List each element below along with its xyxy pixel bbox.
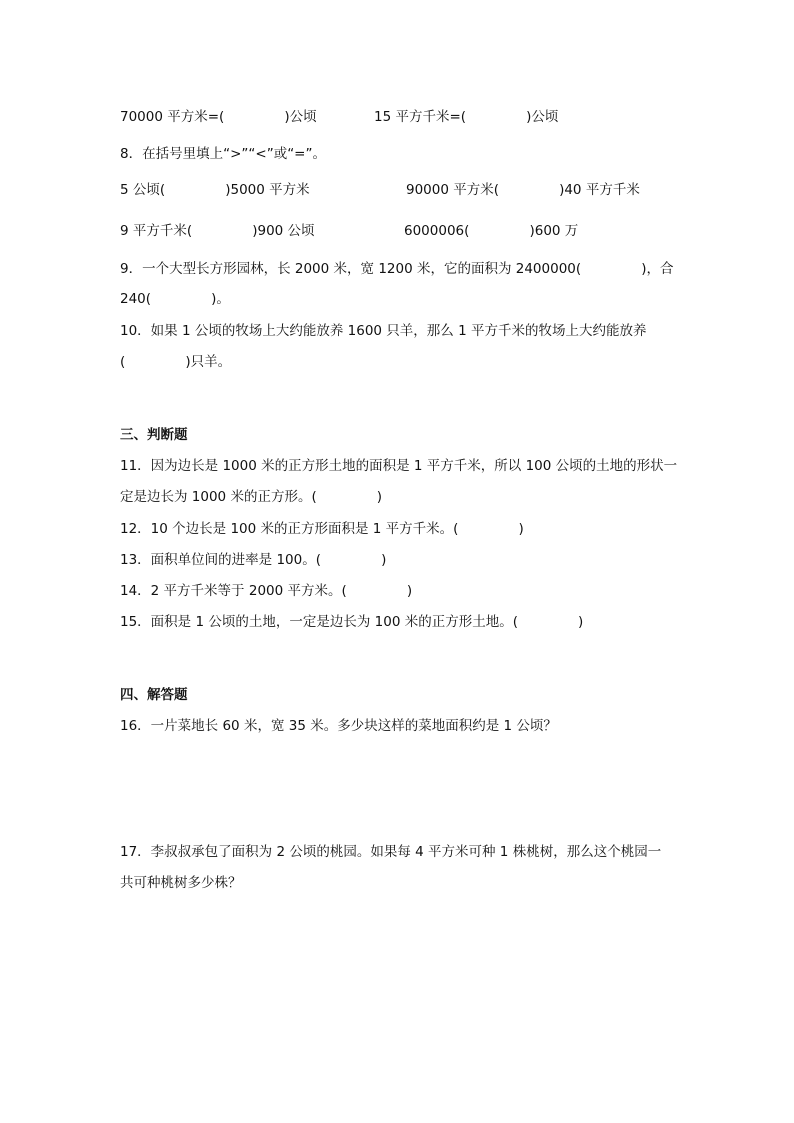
question-8-row1-left: 5 公顷( )5000 平方米 (120, 182, 310, 198)
question-12: 12．10 个边长是 100 米的正方形面积是 1 平方千米。( ) (120, 521, 524, 537)
question-17-line1: 17．李叔叔承包了面积为 2 公顷的桃园。如果每 4 平方米可种 1 株桃树，那么这个桃园一 (120, 844, 662, 860)
question-9-line1: 9．一个大型长方形园林，长 2000 米，宽 1200 米，它的面积为 2400000( )，合 (120, 261, 674, 277)
fill-row-1-right: 15 平方千米=( )公顷 (374, 109, 559, 125)
question-14: 14．2 平方千米等于 2000 平方米。( ) (120, 583, 413, 599)
question-10-line2: ( )只羊。 (120, 354, 232, 370)
question-11-line2: 定是边长为 1000 米的正方形。( ) (120, 489, 383, 505)
question-8-row2-left: 9 平方千米( )900 公顷 (120, 223, 315, 239)
section-4-title: 四、解答题 (120, 687, 188, 703)
question-8-prompt: 8．在括号里填上“>”“<”或“=”。 (120, 146, 326, 162)
question-8-row1-right: 90000 平方米( )40 平方千米 (406, 182, 640, 198)
question-15: 15．面积是 1 公顷的土地，一定是边长为 100 米的正方形土地。( ) (120, 614, 584, 630)
question-10-line1: 10．如果 1 公顷的牧场上大约能放养 1600 只羊，那么 1 平方千米的牧场上大约能放养 (120, 323, 647, 339)
question-9-line2: 240( )。 (120, 291, 230, 307)
question-13: 13．面积单位间的进率是 100。( ) (120, 552, 387, 568)
question-11-line1: 11．因为边长是 1000 米的正方形土地的面积是 1 平方千米，所以 100 公顷的土地的形状一 (120, 458, 678, 474)
fill-row-1-left: 70000 平方米=( )公顷 (120, 109, 317, 125)
section-3-title: 三、判断题 (120, 427, 188, 443)
question-17-line2: 共可种桃树多少株？ (120, 875, 242, 891)
question-8-row2-right: 6000006( )600 万 (404, 223, 579, 239)
question-16: 16．一片菜地长 60 米，宽 35 米。多少块这样的菜地面积约是 1 公顷？ (120, 718, 557, 734)
